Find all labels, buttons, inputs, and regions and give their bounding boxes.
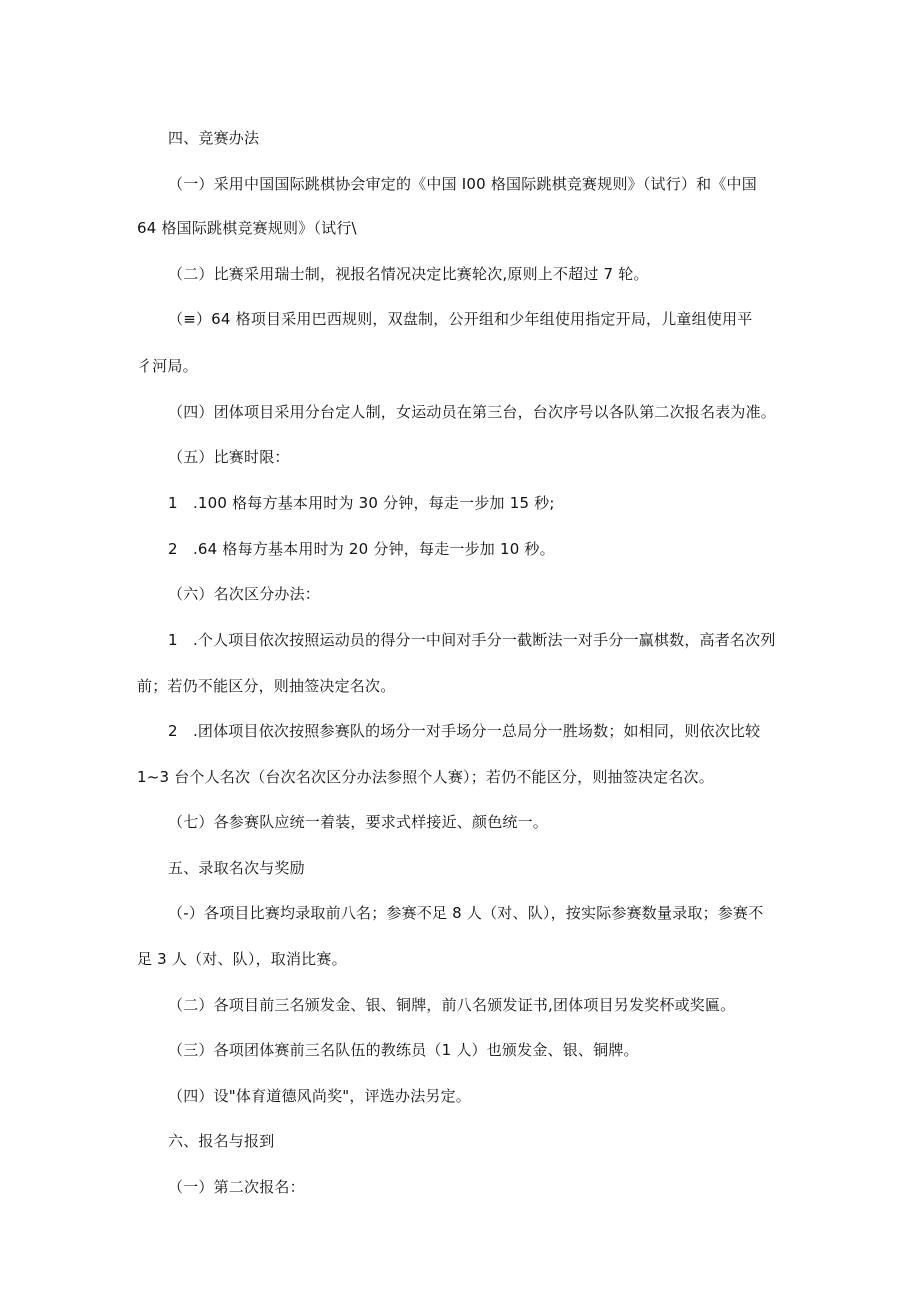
section-heading-competition-method: 四、竞赛办法: [168, 129, 260, 147]
paragraph-ranking-heading: （六）名次区分办法：: [168, 585, 321, 603]
paragraph-medals: （二）各项目前三名颁发金、银、铜牌，前八名颁发证书,团体项目另发奖杯或奖匾。: [168, 996, 736, 1014]
paragraph-64-rules-line-1: （≡）64 格项目采用巴西规则，双盘制，公开组和少年组使用指定开局，儿童组使用平: [168, 310, 753, 328]
paragraph-second-registration: （一）第二次报名：: [168, 1178, 305, 1196]
paragraph-64-rules-line-2: 彳河局。: [137, 357, 198, 375]
paragraph-time-limit-heading: （五）比赛时限：: [168, 448, 290, 466]
list-item-individual-ranking-line-2: 前；若仍不能区分，则抽签决定名次。: [137, 677, 396, 695]
list-item-team-ranking-line-1: 2 .团体项目依次按照参赛队的场分一对手场分一总局分一胜场数；如相同，则依次比较: [168, 722, 761, 740]
paragraph-rules-line-2: 64 格国际跳棋竞赛规则》（试行\: [137, 219, 357, 237]
paragraph-top-eight-line-2: 足 3 人（对、队），取消比赛。: [137, 950, 347, 968]
paragraph-coach-medals: （三）各项团体赛前三名队伍的教练员（1 人）也颁发金、银、铜牌。: [168, 1041, 639, 1059]
paragraph-top-eight-line-1: （-）各项目比赛均录取前八名；参赛不足 8 人（对、队），按实际参赛数量录取；参赛不: [168, 904, 764, 922]
section-heading-awards: 五、录取名次与奖励: [168, 859, 305, 877]
paragraph-rules-line-1: （一）采用中国国际跳棋协会审定的《中国 I00 格国际跳棋竞赛规则》（试行）和《中国: [168, 175, 757, 193]
section-heading-registration: 六、报名与报到: [168, 1132, 275, 1150]
list-item-time-100: 1 .100 格每方基本用时为 30 分钟，每走一步加 15 秒;: [168, 494, 555, 512]
list-item-time-64: 2 .64 格每方基本用时为 20 分钟，每走一步加 10 秒。: [168, 540, 555, 558]
paragraph-swiss-system: （二）比赛采用瑞士制，视报名情况决定比赛轮次,原则上不超过 7 轮。: [168, 265, 649, 283]
list-item-individual-ranking-line-1: 1 .个人项目依次按照运动员的得分一中间对手分一截断法一对手分一赢棋数，高者名次列: [168, 631, 776, 649]
paragraph-team-boards: （四）团体项目采用分台定人制，女运动员在第三台，台次序号以各队第二次报名表为准。: [168, 403, 777, 421]
list-item-team-ranking-line-2: 1~3 台个人名次（台次名次区分办法参照个人赛）；若仍不能区分，则抽签决定名次。: [137, 768, 714, 786]
paragraph-sportsmanship-award: （四）设"体育道德风尚奖"，评选办法另定。: [168, 1087, 472, 1105]
paragraph-uniform: （七）各参赛队应统一着装，要求式样接近、颜色统一。: [168, 813, 549, 831]
